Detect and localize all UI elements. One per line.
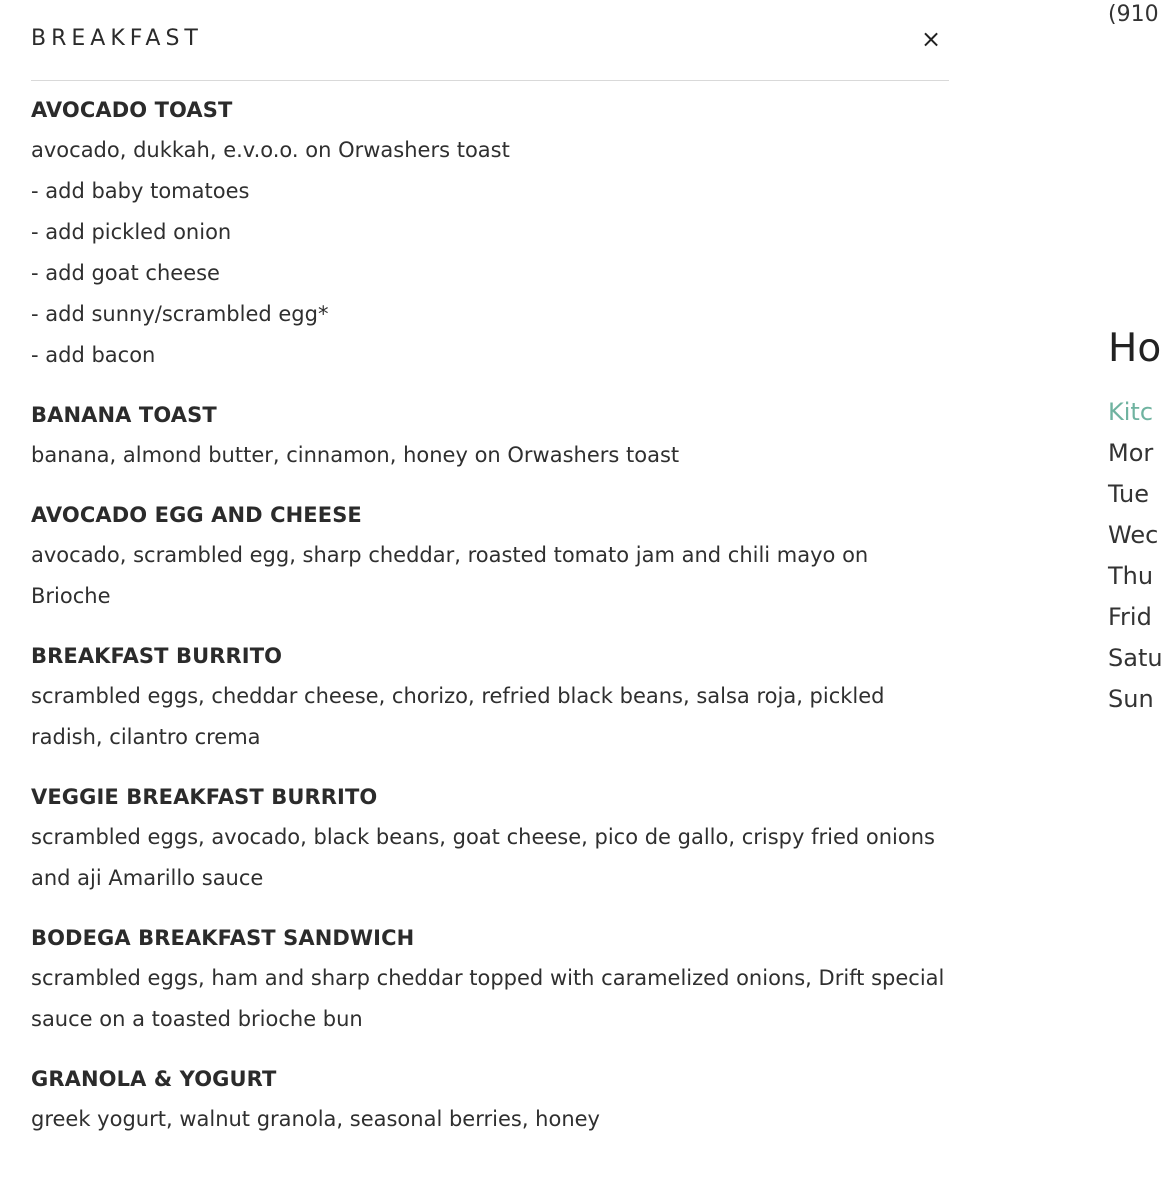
background-hours-day: Frid [1108,603,1152,631]
menu-item-addon: - add pickled onion [31,220,232,244]
background-hours-day: Satu [1108,644,1163,672]
background-hours-list [1108,392,1163,720]
menu-item-name: GRANOLA & YOGURT [31,1067,277,1091]
menu-item-name: BREAKFAST BURRITO [31,644,283,668]
close-button[interactable] [919,26,943,52]
menu-item-description: avocado, scrambled egg, sharp cheddar, roasted tomato jam and chili mayo on Brioche [31,543,869,608]
menu-item-name: BANANA TOAST [31,403,217,427]
menu-item [31,1062,951,1140]
menu-item-name: AVOCADO EGG AND CHEESE [31,503,362,527]
menu-item-list [31,93,951,1162]
menu-item-addon: - add goat cheese [31,261,220,285]
menu-item [31,93,951,376]
menu-item-description: scrambled eggs, avocado, black beans, goat cheese, pico de gallo, crispy fried onions and aji Amarillo sauce [31,825,935,890]
background-hours-day: Thu [1108,562,1154,590]
menu-item [31,498,951,617]
background-hours-day: Mor [1108,439,1154,467]
modal-header [31,0,949,81]
menu-item-name: AVOCADO TOAST [31,98,233,122]
menu-item-description: greek yogurt, walnut granola, seasonal berries, honey [31,1107,600,1131]
background-phone-number[interactable]: (910 [1108,2,1159,27]
menu-item-description: banana, almond butter, cinnamon, honey on Orwashers toast [31,443,680,467]
background-hours-day: Tue [1108,480,1149,508]
menu-item [31,398,951,476]
menu-item-addon: - add baby tomatoes [31,179,250,203]
menu-item-description: scrambled eggs, cheddar cheese, chorizo, refried black beans, salsa roja, pickled radish, cilantro crema [31,684,885,749]
menu-item [31,639,951,758]
modal-title: BREAKFAST [31,26,203,51]
background-hours-day: Wec [1108,521,1159,549]
background-hours-heading: Ho [1108,326,1162,371]
menu-item-addon: - add sunny/scrambled egg* [31,302,329,326]
close-icon: × [920,25,942,53]
menu-item-addon: - add bacon [31,343,156,367]
menu-item [31,921,951,1040]
menu-item-description: scrambled eggs, ham and sharp cheddar topped with caramelized onions, Drift special sauce on a toasted brioche bun [31,966,945,1031]
menu-item [31,780,951,899]
menu-item-name: VEGGIE BREAKFAST BURRITO [31,785,378,809]
menu-item-name: BODEGA BREAKFAST SANDWICH [31,926,415,950]
menu-item-description: avocado, dukkah, e.v.o.o. on Orwashers toast [31,138,510,162]
background-hours-category: Kitc [1108,398,1154,426]
background-hours-day: Sun [1108,685,1154,713]
